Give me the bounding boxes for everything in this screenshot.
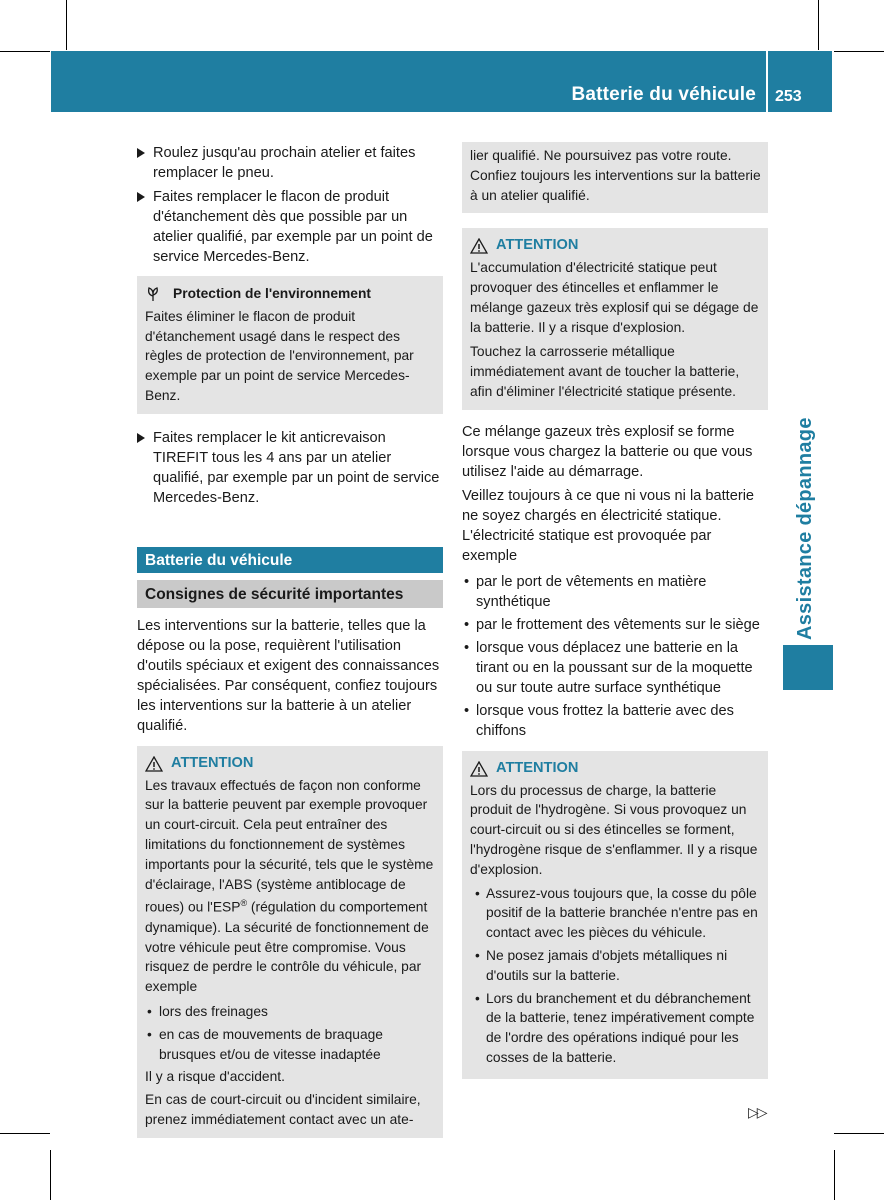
attention-box [137, 746, 443, 1138]
page-number: 253 [775, 88, 802, 105]
attention-risk: Il y a risque d'accident. [145, 1069, 285, 1085]
bullet-dot: • [464, 616, 470, 633]
list-item-text: lorsque vous frottez la batterie avec des chiffons [476, 702, 734, 739]
subsection-title: Consignes de sécurité importantes [137, 580, 443, 608]
environment-note-title-row [145, 284, 436, 304]
warning-triangle-icon [470, 761, 488, 777]
body-paragraph: Ce mélange gazeux très explosif se forme lorsque vous chargez la batterie ou que vous utilisez l'aide au démarrage. [462, 423, 753, 480]
warning-triangle-icon [145, 756, 163, 772]
leaf-icon [145, 286, 161, 302]
crop-mark [834, 1133, 884, 1134]
crop-mark [50, 1150, 51, 1200]
bullet-dot: • [475, 990, 480, 1006]
bullet-dot: • [464, 573, 470, 590]
list-item-text: lors des freinages [159, 1003, 268, 1019]
list-item [462, 701, 768, 741]
attention-text [145, 776, 436, 997]
attention-box [462, 228, 768, 409]
instruction-step [137, 143, 443, 183]
header-divider [766, 51, 768, 112]
list-item [470, 946, 761, 986]
side-tab-label: Assistance dépannage [794, 417, 816, 640]
right-column [462, 142, 768, 1079]
page-header-title: Batterie du véhicule [571, 84, 756, 105]
list-item-text: lorsque vous déplacez une batterie en la tirant ou en la poussant sur de la moquette ou sur toute autre surface synthétique [476, 639, 753, 696]
step-text: Faites remplacer le kit anticrevaison TIREFIT tous les 4 ans par un atelier qualifié, par exemple par un point de service Mercedes-Benz. [153, 429, 440, 506]
attention-title-row [145, 754, 436, 774]
attention-title-row [470, 759, 761, 779]
step-text: Roulez jusqu'au prochain atelier et faites remplacer le pneu. [153, 145, 416, 181]
crop-mark [66, 0, 67, 50]
list-item-text: en cas de mouvements de braquage brusques et/ou de vitesse inadaptée [159, 1026, 383, 1062]
list-item [470, 989, 761, 1068]
crop-mark [818, 0, 819, 50]
attention-title: ATTENTION [496, 759, 579, 776]
step-arrow-icon [137, 192, 145, 202]
continued-marker: ▷▷ [748, 1104, 766, 1120]
instruction-step [137, 187, 443, 267]
attention-text: L'accumulation d'électricité statique peut provoquer des étincelles et enflammer le mélange gazeux très explosif qui se dégage de la batterie. Il y a risque d'explosion. [470, 260, 759, 335]
attention-continued-text: lier qualifié. Ne poursuivez pas votre route. Confiez toujours les interventions sur la batterie à un atelier qualifié. [470, 148, 761, 203]
bullet-dot: • [464, 639, 470, 656]
attention-text: Lors du processus de charge, la batterie produit de l'hydrogène. Si vous provoquez un court-circuit ou si des étincelles se forment, l'hydrogène risque de s'enflammer. Il y a risque d'explosion. [470, 782, 758, 877]
left-column [137, 143, 443, 1138]
list-item [462, 638, 768, 698]
instruction-step [137, 428, 443, 508]
list-item-text: Ne posez jamais d'objets métalliques ni d'outils sur la batterie. [486, 947, 728, 983]
environment-note-text: Faites éliminer le flacon de produit d'étanchement usagé dans le respect des règles de protection de l'environnement, par exemple par un point de service Mercedes-Benz. [145, 308, 414, 403]
warning-triangle-icon [470, 238, 488, 254]
step-arrow-icon [137, 433, 145, 443]
attention-text-part: (régulation du comportement dynamique). La sécurité de fonctionnement de votre véhicule peut être compromise. Vous risquez de perdre le contrôle du véhicule, par exemple [145, 899, 429, 995]
crop-mark [834, 1150, 835, 1200]
list-item [470, 884, 761, 943]
body-paragraph: Veillez toujours à ce que ni vous ni la batterie ne soyez chargés en électricité statique. L'électricité statique est provoquée par exemple [462, 487, 755, 564]
attention-title-row [470, 236, 761, 256]
crop-mark [834, 51, 884, 52]
list-item [145, 1002, 436, 1022]
bullet-dot: • [475, 947, 480, 963]
list-item [145, 1025, 436, 1065]
step-arrow-icon [137, 148, 145, 158]
environment-note-title: Protection de l'environnement [173, 286, 372, 301]
bullet-dot: • [147, 1026, 152, 1042]
side-tab-marker [783, 645, 833, 690]
attention-text-part: Les travaux effectués de façon non conforme sur la batterie peuvent par exemple provoquer un court-circuit. Cela peut entraîner des limitations du fonctionnement de systèmes importants pour la sécurité, tels que le système d'éclairage, l'ABS (système antiblocage de roues) ou l'ESP [145, 777, 434, 915]
crop-mark [0, 1133, 50, 1134]
environment-note [137, 276, 443, 414]
attention-title: ATTENTION [496, 237, 579, 254]
list-item-text: Lors du branchement et du débranchement de la batterie, tenez impérativement compte de l'ordre des opérations indiqué pour les cosses de la batterie. [486, 990, 755, 1065]
attention-box-continued [462, 142, 768, 213]
attention-text: Touchez la carrosserie métallique immédiatement avant de toucher la batterie, afin d'éliminer l'électricité statique présente. [470, 344, 740, 399]
list-item-text: par le frottement des vêtements sur le siège [476, 616, 760, 633]
list-item-text: par le port de vêtements en matière synthétique [476, 573, 707, 610]
list-item [462, 572, 768, 612]
step-text: Faites remplacer le flacon de produit d'étanchement dès que possible par un atelier qualifié, par exemple par un point de service Mercedes-Benz. [153, 189, 433, 265]
bullet-dot: • [475, 885, 480, 901]
list-item-text: Assurez-vous toujours que, la cosse du pôle positif de la batterie branchée n'entre pas en contact avec les pièces du véhicule. [486, 885, 758, 941]
bullet-dot: • [464, 702, 470, 719]
section-title: Batterie du véhicule [137, 547, 443, 573]
list-item [462, 615, 768, 635]
intro-paragraph: Les interventions sur la batterie, telles que la dépose ou la pose, requièrent l'utilisation d'outils spéciaux et exigent des connaissances spécialisées. Par conséquent, confiez toujours les interventions sur la batterie à un atelier qualifié. [137, 617, 440, 734]
crop-mark [0, 51, 50, 52]
attention-closing: En cas de court-circuit ou d'incident similaire, prenez immédiatement contact avec un ate- [145, 1092, 421, 1127]
bullet-list [462, 572, 768, 741]
registered-mark: ® [240, 898, 248, 909]
attention-box [462, 751, 768, 1079]
attention-title: ATTENTION [171, 754, 254, 771]
bullet-dot: • [147, 1003, 152, 1019]
